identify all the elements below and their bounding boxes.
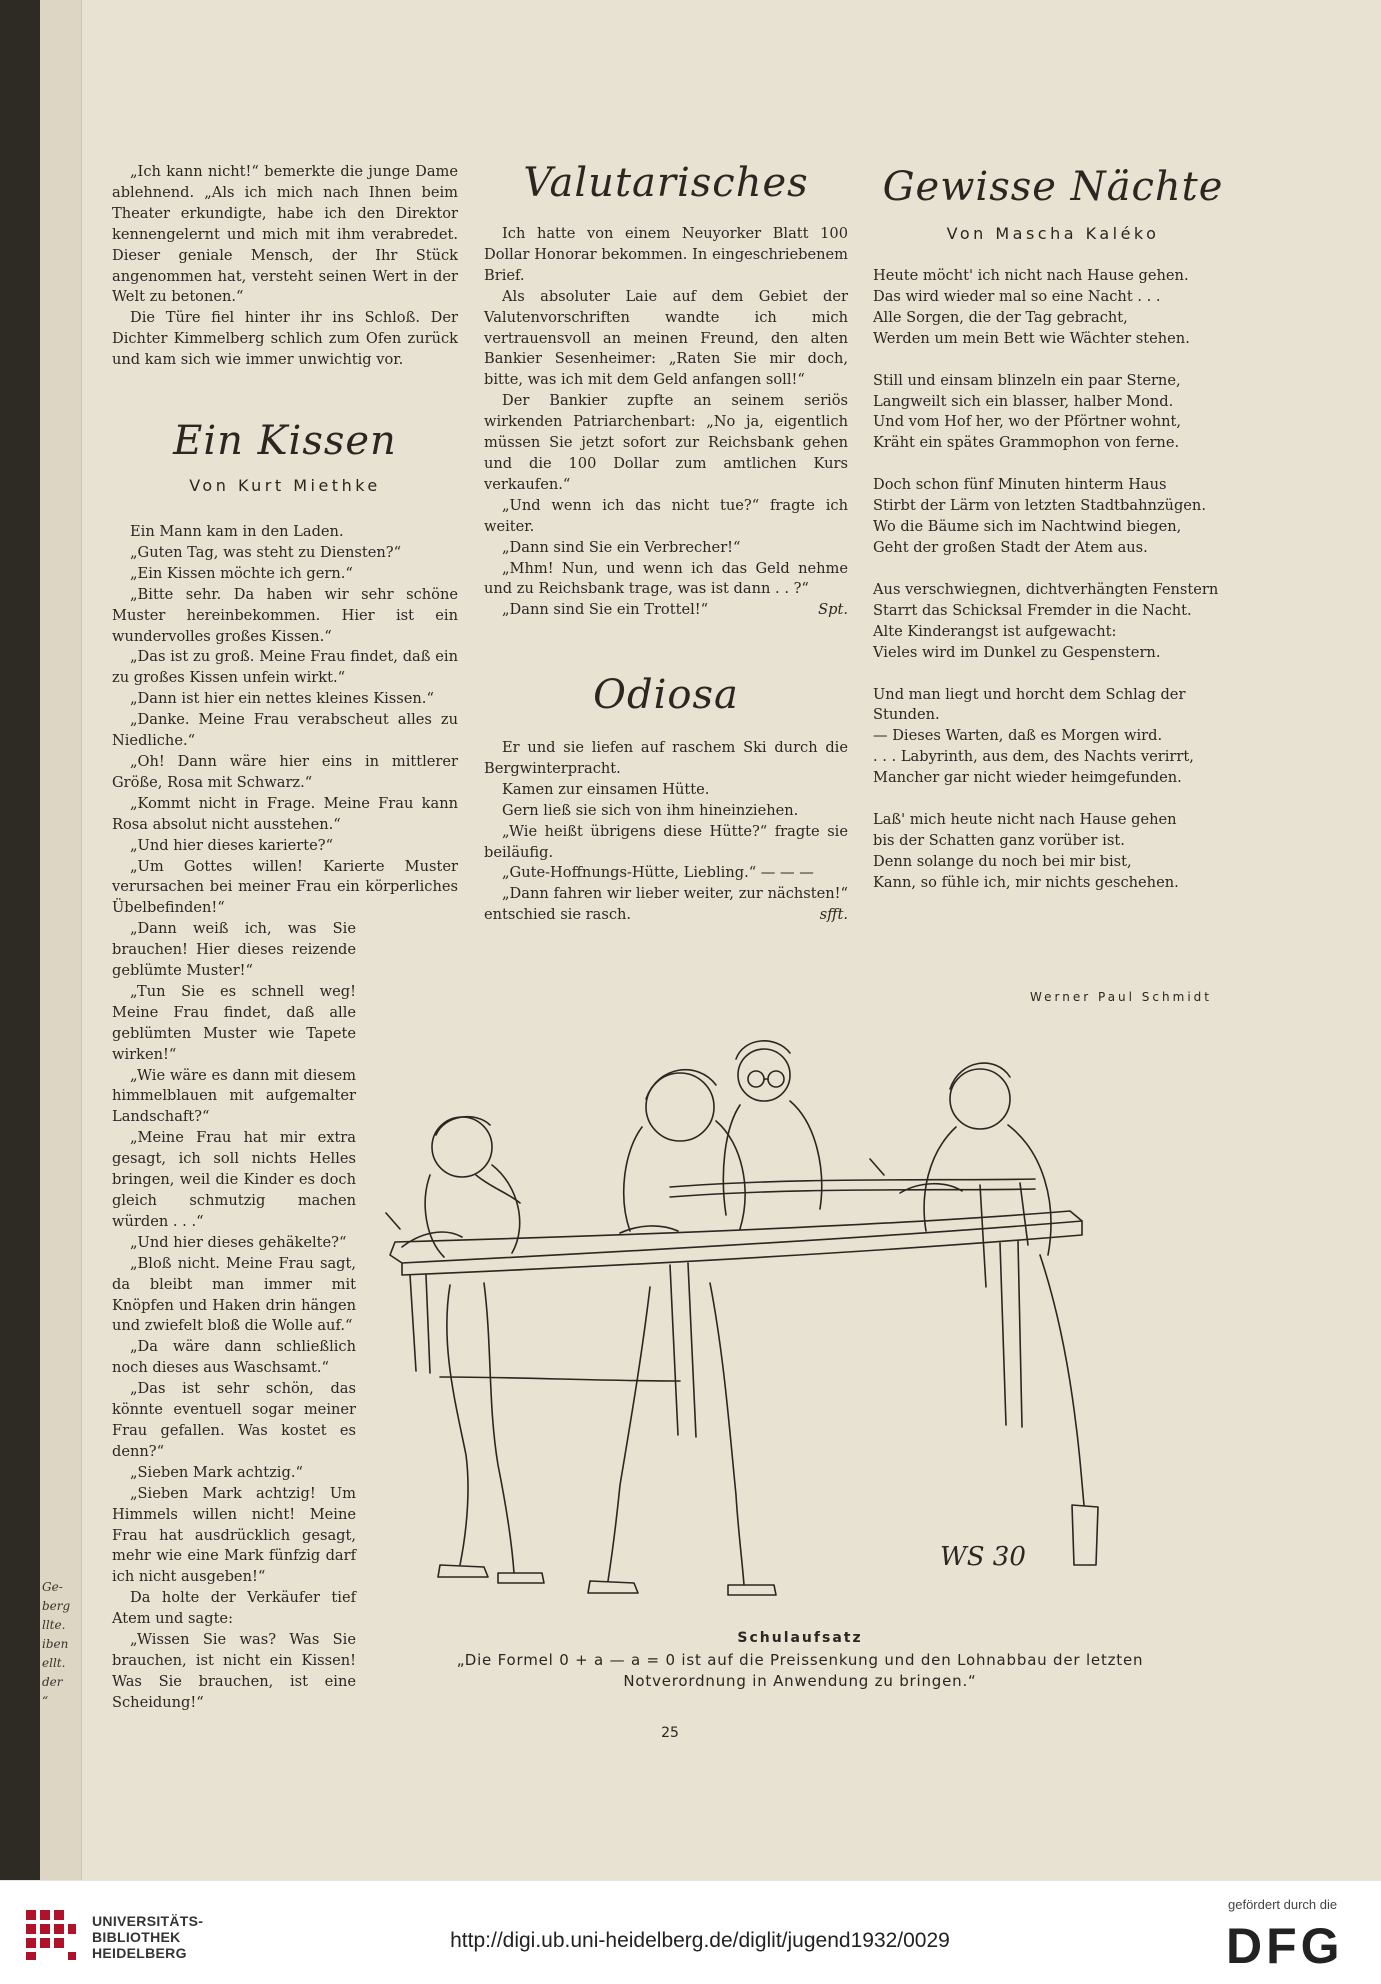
verse: bis der Schatten ganz vorüber ist. — [873, 831, 1125, 849]
margin-line: berg — [42, 1599, 71, 1613]
paragraph: Gern ließ sie sich von ihm hineinziehen. — [502, 801, 799, 819]
paragraph: „Ein Kissen möchte ich gern.“ — [130, 564, 353, 582]
margin-line: Ge- — [42, 1580, 63, 1594]
verse: . . . Labyrinth, aus dem, des Nachts verirrt, — [873, 748, 1194, 766]
quote: „Dann fahren wir lieber weiter, zur nächsten!“ entschied sie rasch. — [484, 885, 848, 924]
caption-title: Schulaufsatz — [737, 1630, 863, 1646]
permalink-url[interactable]: http://digi.ub.uni-heidelberg.de/diglit/jugend1932/0029 — [450, 1929, 950, 1952]
paragraph: „Gute-Hoffnungs-Hütte, Liebling.“ — — — — [502, 864, 814, 882]
verse: Und vom Hof her, wo der Pförtner wohnt, — [873, 413, 1182, 431]
odiosa-title: Odiosa — [593, 672, 739, 718]
paragraph: Als absoluter Laie auf dem Gebiet der Valutenvorschriften wandte ich mich vertrauensvoll an meinen Freund, den alten Bankier Sesenheimer: „Raten Sie mir doch, bitte, was ich mit dem Geld anfangen soll!“ — [484, 287, 848, 389]
paragraph: „Da wäre dann schließlich noch dieses aus Waschsamt.“ — [112, 1338, 356, 1377]
schulaufsatz-illustration — [380, 1025, 1250, 1625]
verse: Starrt das Schicksal Fremder in die Nacht. — [873, 601, 1192, 619]
verse: — Dieses Warten, daß es Morgen wird. — [873, 727, 1163, 745]
paragraph: Der Bankier zupfte an seinem seriös wirkenden Patriarchenbart: „No ja, eigentlich müssen Sie jetzt sofort zur Reichsbank gehen und die 100 Dollar zum amtlichen Kurs verkaufen.“ — [484, 392, 848, 493]
margin-line: der — [42, 1675, 63, 1689]
artist-signature: Werner Paul Schmidt — [1030, 990, 1212, 1004]
stanza — [873, 371, 1233, 455]
paragraph: „Oh! Dann wäre hier eins in mittlerer Größe, Rosa mit Schwarz.“ — [112, 752, 458, 791]
stanza — [873, 475, 1233, 559]
kissen-byline: Von Kurt Miethke — [189, 476, 381, 495]
verse: Und man liegt und horcht dem Schlag der Stunden. — [873, 685, 1186, 724]
page-number: 25 — [661, 1725, 679, 1741]
paragraph: „Danke. Meine Frau verabscheut alles zu Niedliche.“ — [112, 711, 458, 750]
paragraph: „Das ist sehr schön, das könnte eventuell sogar meiner Frau gefallen. Was kostet es denn?“ — [112, 1380, 356, 1460]
paragraph: „Kommt nicht in Frage. Meine Frau kann Rosa absolut nicht ausstehen.“ — [112, 794, 458, 833]
margin-line: iben — [42, 1637, 69, 1651]
odiosa-text — [484, 738, 848, 926]
paragraph: „Und hier dieses karierte?“ — [130, 836, 334, 854]
verse: Laß' mich heute nicht nach Hause gehen — [873, 811, 1177, 829]
adjacent-page-text — [42, 1578, 84, 1711]
paragraph: „Um Gottes willen! Karierte Muster verursachen bei meiner Frau ein körperliches Übelbefinden!“ — [112, 857, 458, 917]
verse: Langweilt sich ein blasser, halber Mond. — [873, 392, 1174, 410]
verse: Denn solange du noch bei mir bist, — [873, 852, 1132, 870]
paragraph: Die Türe fiel hinter ihr ins Schloß. Der Dichter Kimmelberg schlich zum Ofen zurück und kam sich wie immer unwichtig vor. — [112, 309, 458, 369]
paragraph: „Sieben Mark achtzig! Um Himmels willen nicht! Meine Frau hat ausdrücklich gesagt, mehr wie eine Mark fünfzig darf ich nicht ausgeben!“ — [112, 1484, 356, 1586]
paragraph: Da holte der Verkäufer tief Atem und sagte: — [112, 1589, 356, 1628]
verse: Stirbt der Lärm von letzten Stadtbahnzügen. — [873, 497, 1206, 515]
university-library-logo-icon — [22, 1906, 80, 1964]
story-continuation — [112, 162, 458, 371]
margin-line: ellt. — [42, 1656, 66, 1670]
library-name-line: HEIDELBERG — [92, 1945, 187, 1961]
verse: Aus verschwiegnen, dichtverhängten Fenstern — [873, 580, 1219, 598]
author-signature: sfft. — [819, 906, 848, 924]
university-library-name — [92, 1913, 203, 1961]
paragraph: „Mhm! Nun, und wenn ich das Geld nehme und zu Reichsbank trage, was ist dann . . ?“ — [484, 559, 848, 598]
verse: Still und einsam blinzeln ein paar Sterne, — [873, 371, 1181, 389]
poem-byline: Von Mascha Kaléko — [946, 224, 1160, 243]
paragraph: „Dann weiß ich, was Sie brauchen! Hier dieses reizende geblümte Muster!“ — [112, 920, 356, 980]
paragraph — [484, 600, 848, 621]
paragraph: Ich hatte von einem Neuyorker Blatt 100 Dollar Honorar bekommen. In eingeschriebenem Brief. — [484, 225, 848, 284]
verse: Geht der großen Stadt der Atem aus. — [873, 538, 1148, 556]
artist-monogram: WS 30 — [940, 1542, 1026, 1572]
poem-text — [873, 266, 1233, 894]
stanza — [873, 810, 1233, 894]
author-signature: Spt. — [818, 601, 848, 619]
paragraph: „Guten Tag, was steht zu Diensten?“ — [130, 543, 402, 561]
library-name-line: UNIVERSITÄTS- — [92, 1913, 204, 1929]
verse: Werden um mein Bett wie Wächter stehen. — [873, 329, 1190, 347]
funding-label: gefördert durch die — [1228, 1897, 1338, 1912]
paragraph: „Bitte sehr. Da haben wir sehr schöne Muster hereinbekommen. Hier ist ein wundervolles großes Kissen.“ — [112, 585, 458, 645]
paragraph: „Tun Sie es schnell weg! Meine Frau findet, daß alle geblümten Muster wie Tapete wirken!“ — [112, 982, 356, 1063]
caption-text: „Die Formel 0 + a — a = 0 ist auf die Preissenkung und den Lohnabbau der letzten Notverordnung in Anwendung zu bringen.“ — [456, 1651, 1144, 1690]
verse: Wo die Bäume sich im Nachtwind biegen, — [873, 518, 1182, 536]
paragraph: „Bloß nicht. Meine Frau sagt, da bleibt man immer mit Knöpfen und Haken drin hängen und zwiefelt bloß die Wolle auf.“ — [112, 1254, 356, 1335]
verse: Doch schon fünf Minuten hinterm Haus — [873, 476, 1167, 494]
paragraph: „Dann sind Sie ein Verbrecher!“ — [502, 538, 741, 556]
paragraph: „Wie heißt übrigens diese Hütte?“ fragte sie beiläufig. — [484, 822, 848, 861]
stanza — [873, 580, 1233, 664]
valutarisches-title: Valutarisches — [523, 160, 809, 206]
verse: Mancher gar nicht wieder heimgefunden. — [873, 769, 1182, 787]
verse: Alte Kinderangst ist aufgewacht: — [873, 622, 1117, 640]
dfg-logo: DFG — [1226, 1918, 1344, 1974]
poem-title: Gewisse Nächte — [882, 164, 1224, 210]
paragraph: Er und sie liefen auf raschem Ski durch die Bergwinterpracht. — [484, 739, 848, 777]
verse: Kräht ein spätes Grammophon von ferne. — [873, 434, 1180, 452]
verse: Alle Sorgen, die der Tag gebracht, — [873, 308, 1128, 326]
paragraph: „Sieben Mark achtzig.“ — [130, 1463, 303, 1481]
valutarisches-text — [484, 224, 848, 621]
quote: „Dann sind Sie ein Trottel!“ — [502, 601, 709, 619]
paragraph: „Wissen Sie was? Was Sie brauchen, ist nicht ein Kissen! Was Sie brauchen, ist eine Scheidung!“ — [112, 1631, 356, 1711]
paragraph: Ein Mann kam in den Laden. — [130, 523, 344, 540]
paragraph: „Wie wäre es dann mit diesem himmelblauen mit aufgemalter Landschaft?“ — [112, 1066, 356, 1126]
library-name-line: BIBLIOTHEK — [92, 1929, 181, 1945]
verse: Das wird wieder mal so eine Nacht . . . — [873, 287, 1161, 305]
footer-bar — [0, 1880, 1381, 1984]
paragraph: „Meine Frau hat mir extra gesagt, ich soll nichts Helles bringen, weil die Kinder es doch gleich schmutzig machen würden . . .“ — [112, 1129, 356, 1230]
paragraph: Kamen zur einsamen Hütte. — [502, 780, 710, 798]
paragraph: „Und wenn ich das nicht tue?“ fragte ich weiter. — [484, 496, 848, 535]
paragraph: „Das ist zu groß. Meine Frau findet, daß ein zu großes Kissen unfein wirkt.“ — [112, 648, 458, 687]
verse: Vieles wird im Dunkel zu Gespenstern. — [873, 643, 1161, 661]
margin-line: llte. — [42, 1618, 66, 1632]
paragraph: „Dann ist hier ein nettes kleines Kissen.“ — [130, 690, 434, 708]
scan-dark-edge — [0, 0, 40, 1880]
paragraph: „Ich kann nicht!“ bemerkte die junge Dame ablehnend. „Als ich mich nach Ihnen beim Theater erkundigte, habe ich den Direktor kennengelernt und mich mit ihm verabredet. Dieser geniale Mensch, der Ihr Stück angenommen hat, versteht seinen Wert in der Welt zu betonen.“ — [112, 163, 458, 306]
paragraph: „Und hier dieses gehäkelte?“ — [130, 1233, 347, 1251]
verse: Heute möcht' ich nicht nach Hause gehen. — [873, 267, 1189, 284]
margin-line: “ — [42, 1694, 49, 1708]
stanza — [873, 266, 1233, 350]
stanza — [873, 685, 1233, 790]
paragraph — [484, 884, 848, 926]
kissen-title: Ein Kissen — [173, 418, 397, 464]
verse: Kann, so fühle ich, mir nichts geschehen. — [873, 873, 1179, 891]
